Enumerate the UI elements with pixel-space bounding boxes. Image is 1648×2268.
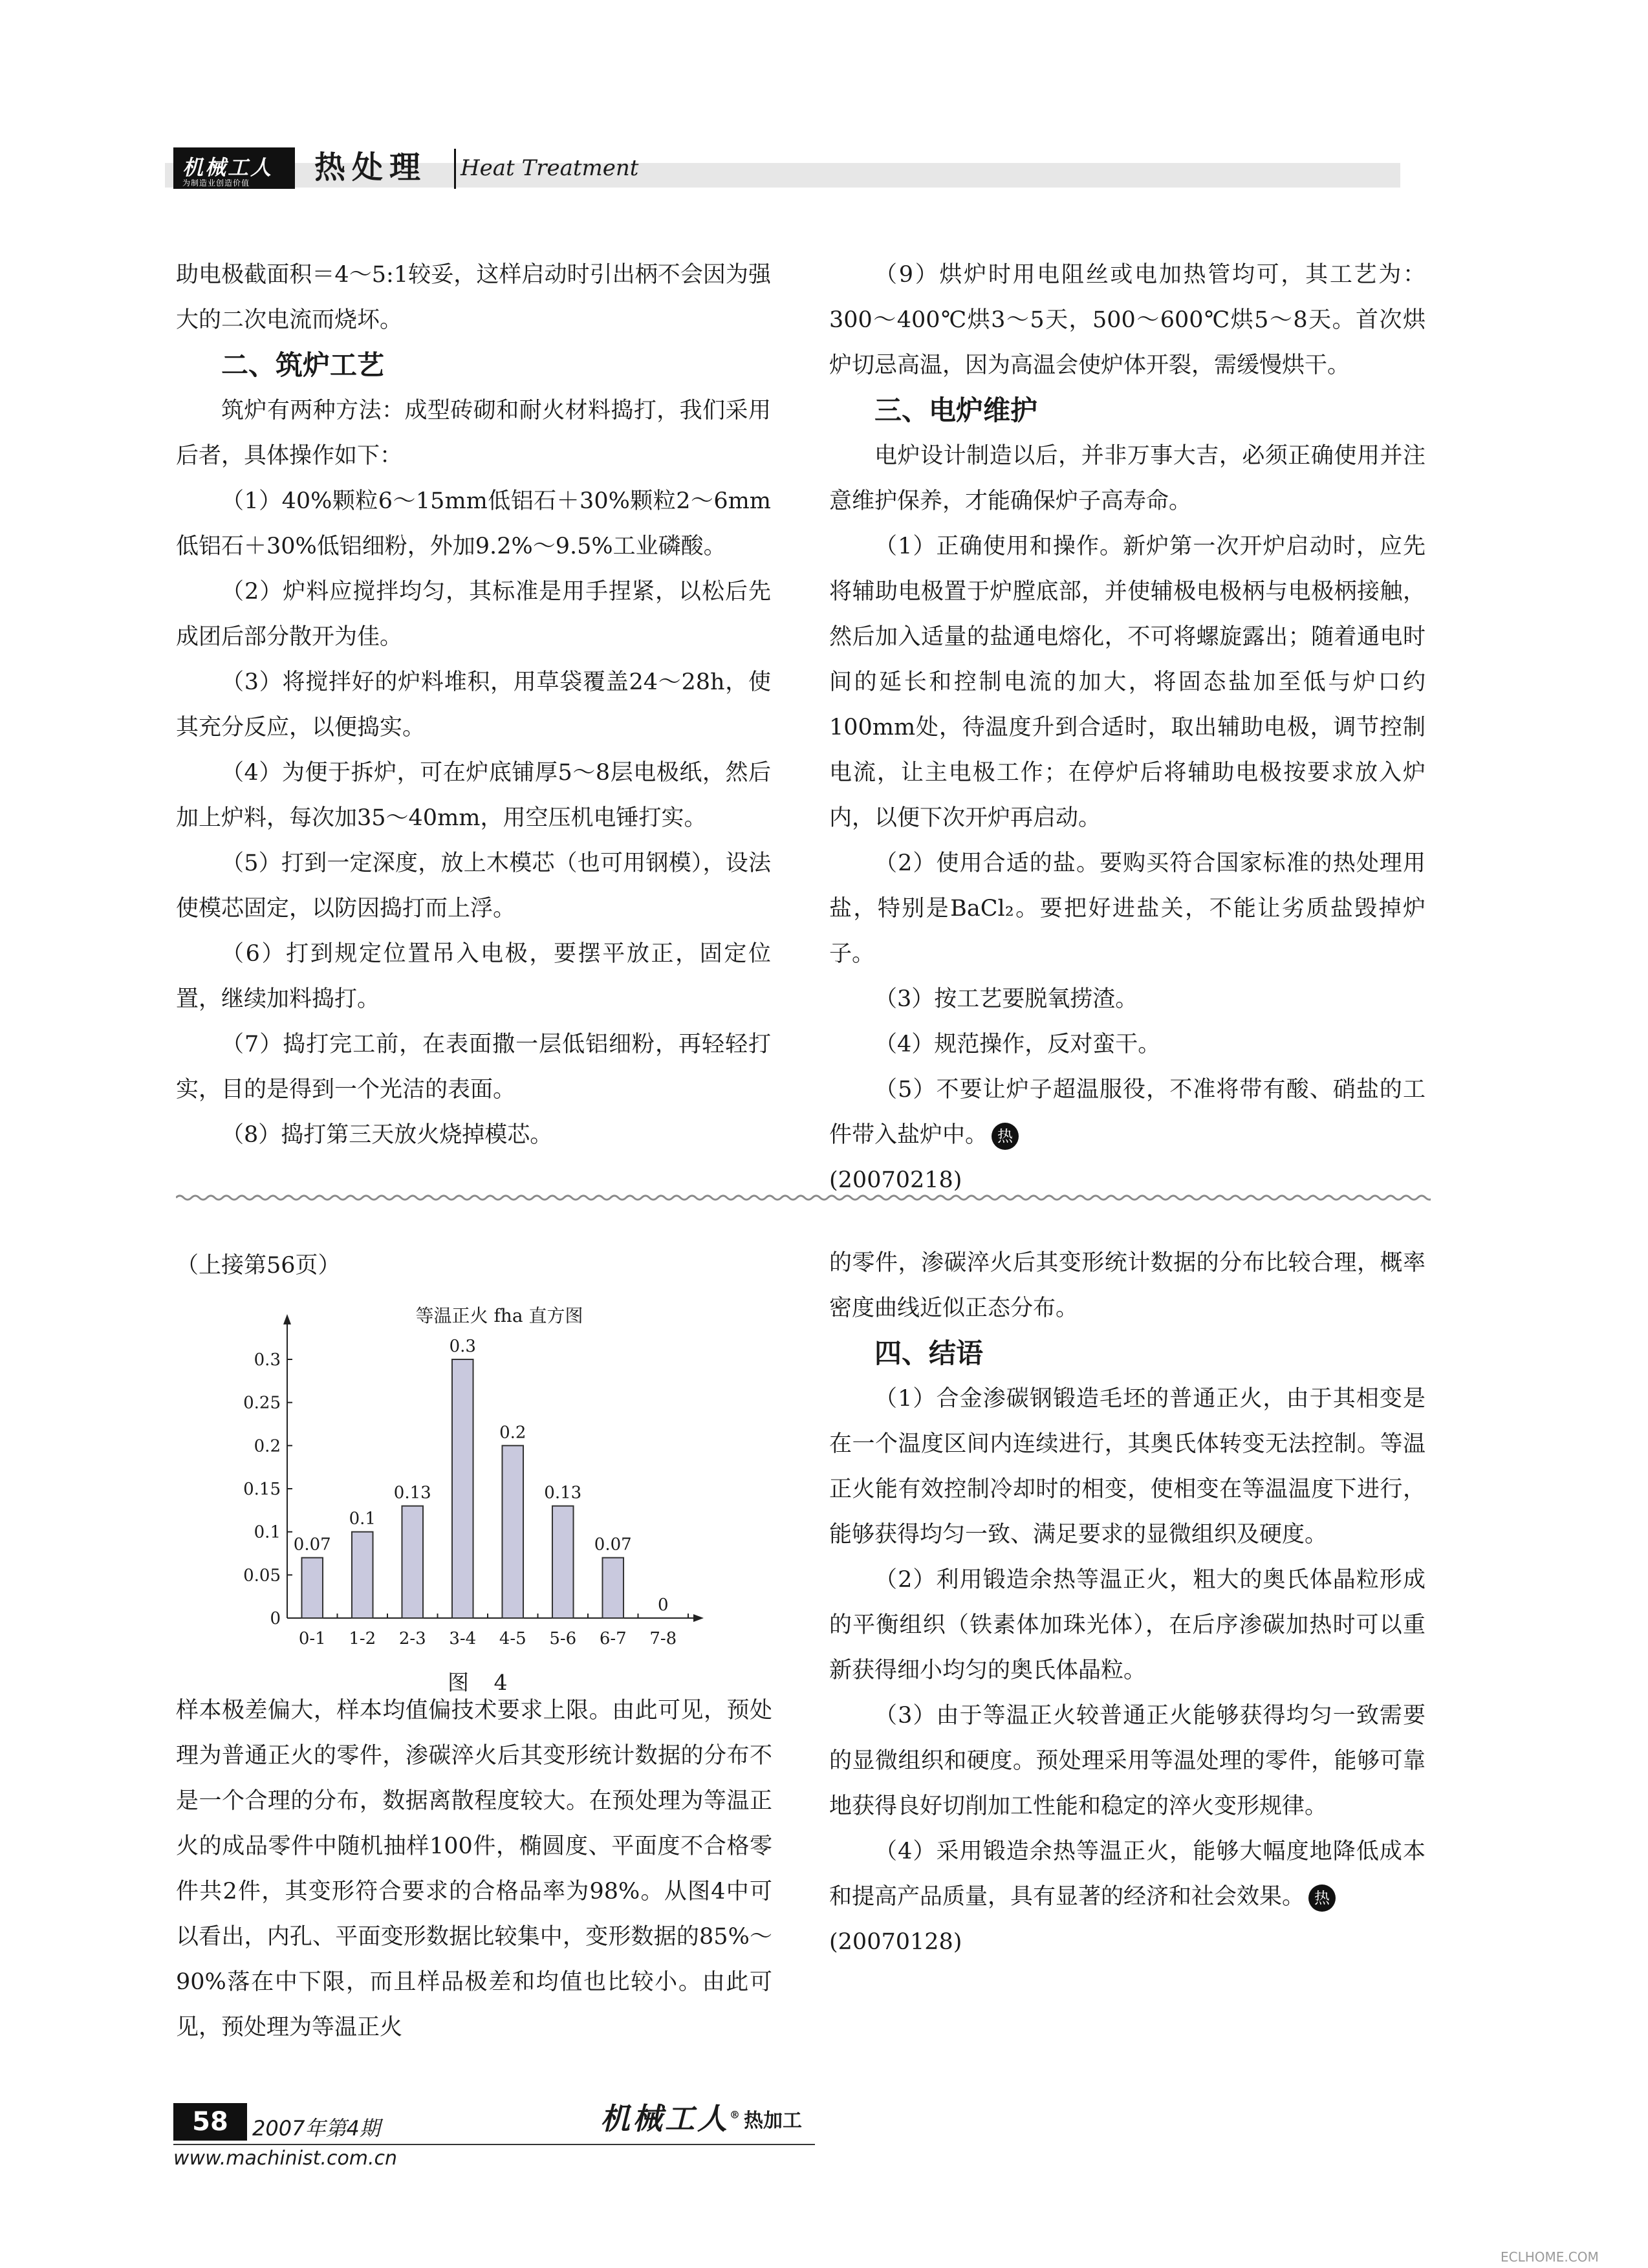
- footer-url: www.machinist.com.cn: [173, 2147, 398, 2170]
- y-tick-label: 0.1: [254, 1522, 281, 1542]
- footer-brand-name: 机械工人: [600, 2101, 730, 2136]
- paragraph-text: （4）为便于拆炉，可在炉底铺厚5～8层电极纸，然后加上炉料，每次加35～40mm，用空压机电锤打实。: [176, 760, 771, 831]
- x-tick-label: 6-7: [599, 1629, 627, 1648]
- histogram-chart: [241, 1295, 719, 1663]
- page-number: 58: [173, 2103, 247, 2141]
- paragraph: [829, 1067, 1426, 1158]
- paragraph-text: （9）烘炉时用电阻丝或电加热管均可，其工艺为：300～400℃烘3～5天，500～600℃烘5～8天。首次烘炉切忌高温，因为高温会使炉体开裂，需缓慢烘干。: [829, 262, 1426, 378]
- paragraph-text: （7）捣打完工前，在表面撒一层低铝细粉，再轻轻打实，目的是得到一个光洁的表面。: [176, 1031, 771, 1103]
- logo-title: 机械工人: [182, 155, 274, 180]
- y-axis-arrow: [283, 1314, 291, 1324]
- section-heading: [829, 1331, 1426, 1376]
- issue-label: 2007年第4期: [252, 2116, 380, 2141]
- paragraph: [176, 660, 771, 750]
- paragraph: [176, 1022, 771, 1112]
- paragraph-text: （3）将搅拌好的炉料堆积，用草袋覆盖24～28h，使其充分反应，以便捣实。: [176, 669, 771, 740]
- paragraph: [176, 750, 771, 841]
- paragraph-text: （4）采用锻造余热等温正火，能够大幅度地降低成本和提高产品质量，具有显著的经济和社会效果。: [829, 1839, 1426, 1910]
- paragraph-text: （4）规范操作，反对蛮干。: [874, 1031, 1161, 1057]
- upper-left-column: [176, 252, 771, 1158]
- paragraph-text: （2）使用合适的盐。要购买符合国家标准的热处理用盐，特别是BaCl₂。要把好进盐关，不能让劣质盐毁掉炉子。: [829, 850, 1426, 967]
- x-tick-label: 0-1: [298, 1629, 326, 1648]
- paragraph-text: 筑炉有两种方法：成型砖砌和耐火材料捣打，我们采用后者，具体操作如下：: [176, 398, 771, 469]
- paragraph: [176, 569, 771, 660]
- paragraph-text: （6）打到规定位置吊入电极，要摆平放正，固定位置，继续加料捣打。: [176, 941, 771, 1012]
- paragraph: [176, 931, 771, 1022]
- y-tick-label: 0.15: [243, 1480, 281, 1499]
- histogram-bar: [301, 1558, 323, 1618]
- paragraph-text: （3）按工艺要脱氧捞渣。: [874, 986, 1138, 1012]
- paragraph-text: （1）合金渗碳钢锻造毛坯的普通正火，由于其相变是在一个温度区间内连续进行，其奥氏体转变无法控制。等温正火能有效控制冷却时的相变，使相变在等温温度下进行，能够获得均匀一致、满足要求的显微组织及硬度。: [829, 1386, 1426, 1548]
- histogram-bar: [352, 1532, 373, 1618]
- x-tick-label: 2-3: [398, 1629, 426, 1648]
- bar-data-label: 0.13: [393, 1483, 431, 1503]
- lower-left-column: [176, 1688, 772, 2050]
- chart-title: 等温正火 fha 直方图: [415, 1305, 583, 1326]
- paragraph-text: （1）正确使用和操作。新炉第一次开炉启动时，应先将辅助电极置于炉膛底部，并使辅极电极柄与电极柄接触，然后加入适量的盐通电熔化，不可将螺旋露出；随着通电时间的延长和控制电流的加大，将固态盐加至低与炉口约100mm处，待温度升到合适时，取出辅助电极，调节控制电流，让主电极工作；在停炉后将辅助电极按要求放入炉内，以便下次开炉再启动。: [829, 534, 1426, 831]
- paragraph-text: 二、筑炉工艺: [221, 349, 385, 381]
- x-tick-label: 5-6: [549, 1629, 577, 1648]
- end-mark-icon: 热: [1308, 1885, 1336, 1912]
- section-title-cn: 热处理: [314, 149, 428, 186]
- footer-brand-sub: 热加工: [744, 2110, 802, 2132]
- y-tick-label: 0.2: [254, 1436, 281, 1456]
- paragraph: [829, 1240, 1426, 1331]
- y-tick-label: 0: [270, 1609, 281, 1628]
- upper-right-column: [829, 252, 1426, 1203]
- paragraph: [829, 1022, 1426, 1067]
- logo-slogan: 为制造业创造价值: [182, 178, 250, 188]
- y-tick-label: 0.05: [243, 1566, 281, 1586]
- bar-data-label: 0.13: [544, 1483, 582, 1503]
- paragraph-text: (20070128): [829, 1929, 962, 1955]
- continued-from-page: （上接第56页）: [176, 1253, 341, 1279]
- header-divider: [454, 149, 456, 189]
- bar-data-label: 0.07: [293, 1535, 331, 1555]
- paragraph-text: （5）不要让炉子超温服役，不准将带有酸、硝盐的工件带入盐炉中。: [829, 1077, 1426, 1148]
- bar-data-label: 0: [657, 1595, 669, 1615]
- paragraph-text: 样本极差偏大，样本均值偏技术要求上限。由此可见，预处理为普通正火的零件，渗碳淬火后其变形统计数据的分布不是一个合理的分布，数据离散程度较大。在预处理为等温正火的成品零件中随机抽样100件，椭圆度、平面度不合格零件共2件，其变形符合要求的合格品率为98%。从图4中可以看出，内孔、平面变形数据比较集中，变形数据的85%～90%落在中下限，而且样品极差和均值也比较小。由此可见，预处理为等温正火: [176, 1698, 772, 2040]
- end-mark-icon: 热: [992, 1123, 1019, 1150]
- paragraph-text: （2）利用锻造余热等温正火，粗大的奥氏体晶粒形成的平衡组织（铁素体加珠光体），在后序渗碳加热时可以重新获得细小均匀的奥氏体晶粒。: [829, 1567, 1426, 1683]
- paragraph: [829, 524, 1426, 841]
- paragraph-text: 三、电炉维护: [874, 394, 1038, 426]
- paragraph: [829, 1557, 1426, 1693]
- x-tick-label: 7-8: [649, 1629, 677, 1648]
- footer-rule: [173, 2144, 815, 2145]
- bar-data-label: 0.3: [449, 1337, 476, 1356]
- section-title-en: Heat Treatment: [461, 155, 639, 181]
- x-tick-label: 3-4: [449, 1629, 477, 1648]
- paragraph-text: （2）炉料应搅拌均匀，其标准是用手捏紧，以松后先成团后部分散开为佳。: [176, 579, 771, 650]
- lower-right-column: [829, 1240, 1426, 1965]
- histogram-bar: [452, 1359, 473, 1618]
- paragraph: [176, 1688, 772, 2050]
- registered-mark: ®: [730, 2108, 743, 2121]
- section-heading: [176, 343, 771, 388]
- paragraph: [829, 977, 1426, 1022]
- paragraph-text: 的零件，渗碳淬火后其变形统计数据的分布比较合理，概率密度曲线近似正态分布。: [829, 1250, 1426, 1321]
- paragraph-text: 助电极截面积＝4～5:1较妥，这样启动时引出柄不会因为强大的二次电流而烧坏。: [176, 262, 771, 333]
- bar-data-label: 0.2: [499, 1423, 526, 1443]
- paragraph: [176, 1112, 771, 1158]
- histogram-bar: [402, 1506, 423, 1618]
- chart-plot-area: [243, 1314, 704, 1648]
- paragraph: [176, 388, 771, 479]
- figure-caption: 图 4: [448, 1670, 517, 1695]
- paragraph-text: 四、结语: [874, 1337, 984, 1369]
- paragraph: [829, 841, 1426, 977]
- paragraph-text: （8）捣打第三天放火烧掉模芯。: [221, 1122, 553, 1148]
- paragraph: [829, 1693, 1426, 1829]
- paragraph: [176, 479, 771, 569]
- histogram-bar: [602, 1558, 623, 1618]
- paragraph-text: （5）打到一定深度，放上木模芯（也可用钢模），设法使模芯固定，以防因捣打而上浮。: [176, 850, 771, 922]
- section-heading: [829, 388, 1426, 433]
- y-tick-label: 0.3: [254, 1350, 281, 1370]
- bar-data-label: 0.07: [594, 1535, 632, 1555]
- paragraph: [829, 433, 1426, 524]
- histogram-bar: [552, 1506, 574, 1618]
- paragraph: [829, 1376, 1426, 1557]
- x-tick-label: 1-2: [349, 1629, 376, 1648]
- paragraph-text: （1）40%颗粒6～15mm低铝石＋30%颗粒2～6mm低铝石＋30%低铝细粉，外加9.2%～9.5%工业磷酸。: [176, 488, 771, 559]
- continued-note: [176, 1243, 758, 1288]
- y-tick-label: 0.25: [243, 1393, 281, 1413]
- magazine-logo: [173, 147, 295, 189]
- paragraph: [829, 252, 1426, 388]
- paragraph-text: (20070218): [829, 1167, 962, 1193]
- paragraph-text: 电炉设计制造以后，并非万事大吉，必须正确使用并注意维护保养，才能确保炉子高寿命。: [829, 443, 1426, 514]
- paragraph: [829, 1829, 1426, 1919]
- paragraph: [176, 252, 771, 343]
- paragraph-text: （3）由于等温正火较普通正火能够获得均匀一致需要的显微组织和硬度。预处理采用等温处理的零件，能够可靠地获得良好切削加工性能和稳定的淬火变形规律。: [829, 1703, 1426, 1819]
- bar-data-label: 0.1: [349, 1509, 376, 1529]
- x-axis-arrow: [693, 1614, 704, 1622]
- histogram-bar: [502, 1445, 523, 1618]
- paragraph: [176, 841, 771, 931]
- article-date: [829, 1919, 1426, 1965]
- x-tick-label: 4-5: [499, 1629, 526, 1648]
- footer-brand: [600, 2095, 743, 2138]
- watermark: ECLHOME.COM: [1501, 2249, 1599, 2265]
- wavy-divider: [176, 1191, 1431, 1204]
